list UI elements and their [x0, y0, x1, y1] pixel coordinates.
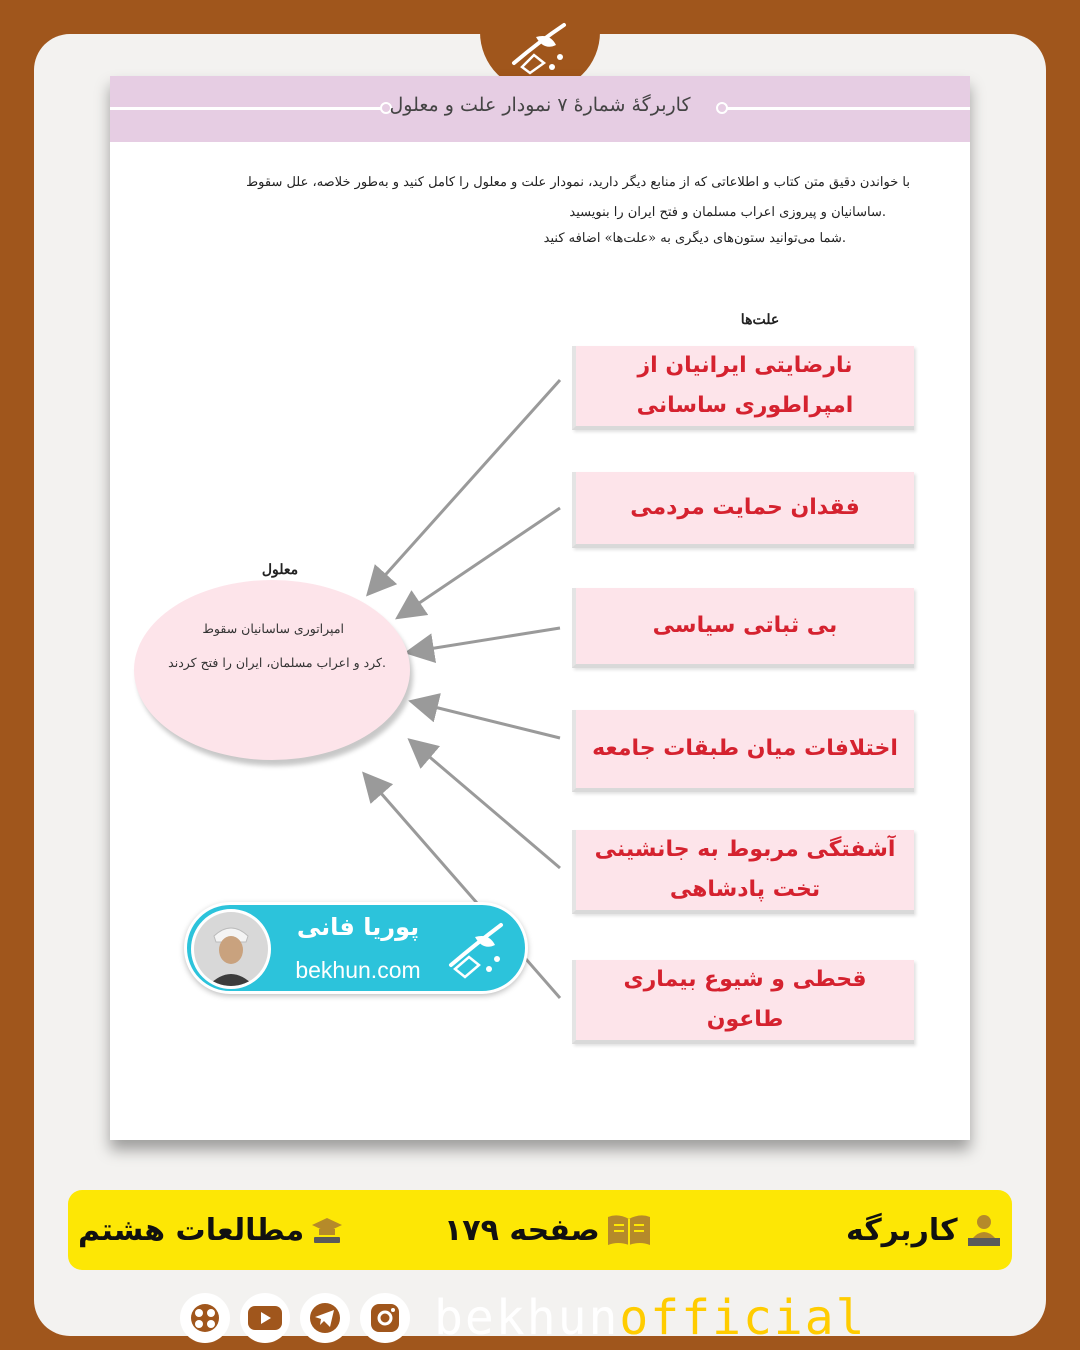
author-site[interactable]: bekhun.com — [295, 957, 421, 983]
type-label — [846, 1208, 1004, 1252]
handle-part-one: bekhun — [434, 1290, 620, 1346]
effect-heading: معلول — [261, 562, 299, 578]
cause-box: فقدان حمایت مردمی — [572, 472, 914, 548]
arrow-line — [412, 742, 560, 868]
youtube-icon[interactable] — [240, 1293, 290, 1343]
instagram-icon[interactable] — [360, 1293, 410, 1343]
author-name: پوریا فانی — [296, 913, 420, 941]
page-label — [444, 1208, 652, 1252]
worksheet-title: کاربرگهٔ شمارهٔ ۷ نمودار علت و معلول — [389, 94, 691, 116]
effect-line: امپراتوری ساسانیان سقوط — [202, 621, 344, 636]
effect-text — [160, 612, 386, 680]
effect-line: کرد و اعراب مسلمان، ایران را فتح کردند. — [168, 655, 386, 670]
type-text: کاربرگه — [846, 1212, 958, 1248]
arrow-line — [414, 702, 560, 738]
instruction-line: ساسانیان و پیروزی اعراب مسلمان و فتح ایران را بنویسید. — [569, 205, 886, 220]
avatar — [191, 909, 271, 989]
causes-heading: علت‌ها — [740, 312, 780, 328]
author-badge[interactable] — [184, 902, 528, 994]
page-text: صفحه ۱۷۹ — [444, 1212, 600, 1248]
graduation-cap-icon — [310, 1215, 344, 1245]
person-icon — [194, 912, 268, 986]
telegram-icon[interactable] — [300, 1293, 350, 1343]
bekhun-logo-icon — [500, 11, 580, 81]
aparat-icon[interactable] — [180, 1293, 230, 1343]
badge-logo — [441, 915, 511, 989]
cause-box: اختلافات میان طبقات جامعه — [572, 710, 914, 792]
instruction-line: شما می‌توانید ستون‌های دیگری به «علت‌ها» اضافه کنید. — [543, 231, 846, 246]
arrow-line — [370, 380, 560, 592]
book-icon — [606, 1213, 652, 1247]
subject-text: مطالعات هشتم — [78, 1212, 305, 1248]
social-footer — [180, 1288, 900, 1348]
arrow-line — [400, 508, 560, 616]
handle-part-two: official — [619, 1290, 867, 1346]
teacher-icon — [964, 1213, 1004, 1247]
bottom-info-bar — [68, 1190, 1012, 1270]
arrow-line — [410, 628, 560, 652]
cause-box: نارضایتی ایرانیان از امپراطوری ساسانی — [572, 346, 914, 430]
cause-box: بی ثباتی سیاسی — [572, 588, 914, 668]
instruction-line: با خواندن دقیق متن کتاب و اطلاعاتی که از منابع دیگر دارید، نمودار علت و معلول را کامل کنید و به‌طور خلاصه، علل سقوط — [246, 175, 910, 190]
social-handle[interactable] — [434, 1288, 867, 1348]
cause-box: آشفتگی مربوط به جانشینی تخت پادشاهی — [572, 830, 914, 914]
bekhun-logo-icon — [441, 915, 511, 985]
cause-box: قحطی و شیوع بیماری طاعون — [572, 960, 914, 1044]
subject-label — [78, 1208, 344, 1252]
